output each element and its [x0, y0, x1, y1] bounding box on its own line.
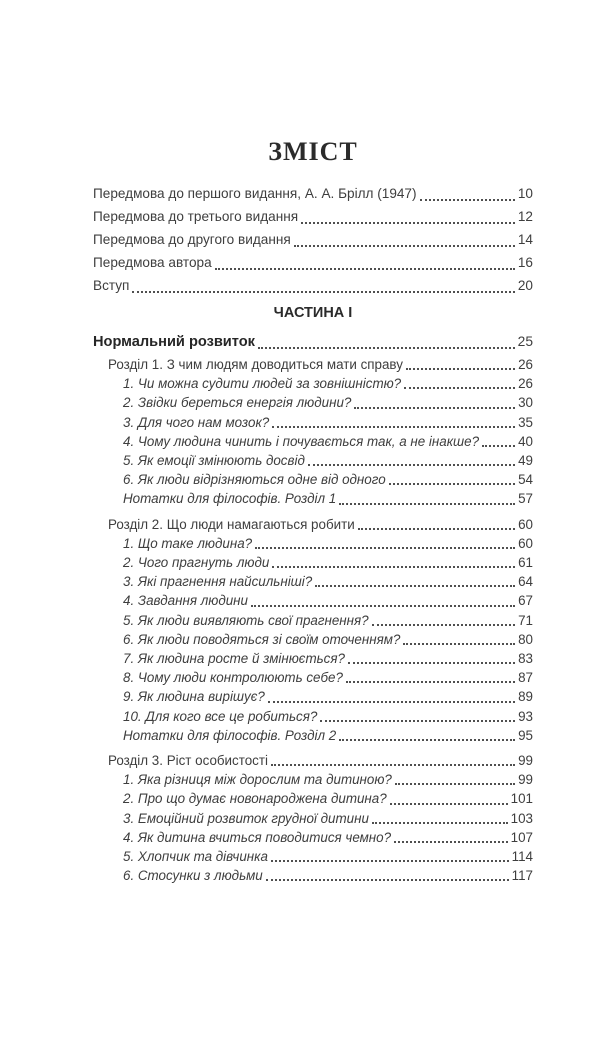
toc-entry-page: 12: [517, 209, 533, 224]
toc-entry: [93, 866, 533, 885]
toc-entry: [93, 451, 533, 470]
toc-entry-page: 67: [518, 593, 533, 609]
dot-leader: [132, 291, 514, 293]
table-of-contents: [93, 331, 533, 885]
toc-entry-label: 1. Яка різниця між дорослим та дитиною?: [123, 772, 392, 788]
toc-entry-page: 10: [517, 186, 533, 201]
toc-entry-page: 35: [518, 414, 533, 430]
toc-entry-label: Розділ 3. Ріст особистості: [108, 753, 268, 769]
toc-entry-label: 7. Як людина росте й змінюється?: [123, 651, 345, 667]
toc-entry-label: 4. Завдання людини: [123, 593, 248, 609]
toc-entry: [93, 515, 533, 534]
toc-entry-page: 117: [511, 868, 533, 884]
dot-leader: [420, 199, 515, 201]
dot-leader: [315, 585, 515, 587]
dot-leader: [372, 624, 515, 626]
toc-entry-page: 61: [518, 555, 533, 571]
dot-leader: [404, 387, 515, 389]
toc-entry-page: 99: [518, 772, 533, 788]
dot-leader: [271, 860, 509, 862]
toc-entry: [93, 534, 533, 553]
toc-entry: [93, 726, 533, 745]
toc-entry: [93, 274, 533, 297]
part-heading: ЧАСТИНА I: [273, 305, 353, 321]
toc-entry-label: 4. Чому людина чинить і почувається так, а не інакше?: [123, 433, 480, 449]
toc-entry-label: Передмова до першого видання, А. А. Брілл (1947): [93, 186, 417, 201]
toc-entry: [93, 228, 533, 251]
toc-entry: [93, 355, 533, 374]
toc-entry: [93, 707, 533, 726]
toc-entry-page: 64: [518, 574, 533, 590]
toc-entry-page: 80: [518, 631, 533, 647]
toc-entry-page: 95: [518, 727, 533, 743]
toc-entry-page: 71: [518, 612, 533, 628]
toc-entry-label: 5. Як емоції змінюють досвід: [123, 453, 305, 469]
toc-entry-label: 2. Чого прагнуть люди: [123, 555, 270, 571]
toc-entry: [93, 789, 533, 808]
toc-entry-label: 1. Чи можна судити людей за зовнішністю?: [123, 376, 402, 392]
front-matter-list: [93, 182, 533, 297]
toc-entry-page: 20: [517, 278, 533, 293]
dot-leader: [354, 407, 515, 409]
toc-entry-label: 2. Звідки береться енергія людини?: [123, 395, 352, 411]
toc-entry-label: Розділ 2. Що люди намагаються робити: [108, 516, 355, 532]
toc-entry-label: Передмова до третього видання: [93, 209, 299, 224]
toc-chapter: [93, 515, 533, 745]
dot-leader: [301, 222, 515, 224]
toc-entry-label: Розділ 1. З чим людям доводиться мати справу: [108, 357, 403, 372]
toc-entry: [93, 751, 533, 770]
toc-page: [0, 138, 600, 1042]
toc-entry-label: 6. Як люди поводяться зі своїм оточенням?: [123, 631, 401, 647]
dot-leader: [258, 347, 515, 349]
dot-leader: [339, 503, 515, 505]
toc-entry-page: 30: [518, 395, 533, 411]
dot-leader: [372, 822, 508, 824]
toc-entry-page: 107: [510, 829, 533, 845]
toc-entry-label: Нормальний розвиток: [93, 334, 255, 350]
toc-entry-label: 5. Хлопчик та дівчинка: [123, 849, 268, 865]
toc-entry: [93, 432, 533, 451]
dot-leader: [294, 245, 515, 247]
dot-leader: [268, 701, 515, 703]
toc-entry-label: 4. Як дитина вчиться поводитися чемно?: [123, 829, 392, 845]
toc-entry: [93, 687, 533, 706]
toc-entry-page: 25: [517, 334, 533, 349]
toc-entry-label: Передмова до другого видання: [93, 232, 291, 247]
toc-entry: [93, 374, 533, 393]
toc-chapter: [93, 751, 533, 885]
toc-entry: [93, 393, 533, 412]
dot-leader: [358, 528, 515, 530]
toc-entry-page: 16: [517, 255, 533, 270]
toc-entry: [93, 770, 533, 789]
toc-entry-label: 10. Для кого все це робиться?: [123, 708, 318, 724]
dot-leader: [255, 547, 515, 549]
dot-leader: [403, 643, 515, 645]
toc-entry: [93, 847, 533, 866]
dot-leader: [215, 268, 515, 270]
toc-entry-label: 2. Про що думає новонароджена дитина?: [123, 791, 387, 807]
toc-entry-label: 6. Як люди відрізняються одне від одного: [123, 472, 386, 488]
toc-entry-page: 99: [518, 753, 533, 769]
toc-entry-label: Передмова автора: [93, 255, 212, 270]
dot-leader: [346, 681, 515, 683]
toc-entry-page: 49: [518, 453, 533, 469]
dot-leader: [320, 720, 515, 722]
dot-leader: [272, 426, 515, 428]
toc-chapter: [93, 355, 533, 509]
dot-leader: [389, 483, 515, 485]
toc-entry: [93, 553, 533, 572]
page-title: ЗМІСТ: [268, 137, 358, 166]
dot-leader: [406, 368, 515, 370]
toc-entry-page: 87: [518, 670, 533, 686]
toc-entry-page: 26: [518, 357, 533, 372]
dot-leader: [339, 739, 515, 741]
toc-entry-label: Нотатки для філософів. Розділ 1: [123, 491, 337, 507]
toc-entry: [93, 591, 533, 610]
toc-entry-label: 1. Що таке людина?: [123, 535, 253, 551]
dot-leader: [394, 841, 508, 843]
toc-entry-page: 57: [518, 491, 533, 507]
dot-leader: [395, 783, 515, 785]
toc-entry-label: 9. Як людина вирішує?: [123, 689, 265, 705]
toc-entry-page: 54: [518, 472, 533, 488]
dot-leader: [390, 803, 508, 805]
toc-entry-label: Вступ: [93, 278, 130, 293]
toc-entry: [93, 413, 533, 432]
dot-leader: [272, 566, 515, 568]
toc-entry-page: 60: [518, 535, 533, 551]
toc-entry-page: 40: [518, 433, 533, 449]
toc-entry: [93, 809, 533, 828]
toc-entry: [93, 470, 533, 489]
toc-entry-page: 89: [518, 689, 533, 705]
toc-entry-label: 6. Стосунки з людьми: [123, 868, 263, 884]
toc-entry-page: 26: [518, 376, 533, 392]
toc-entry-page: 114: [511, 849, 533, 865]
toc-entry-page: 60: [518, 516, 533, 532]
toc-entry-label: Нотатки для філософів. Розділ 2: [123, 727, 337, 743]
toc-entry: [93, 489, 533, 508]
dot-leader: [251, 605, 515, 607]
toc-entry-label: 3. Для чого нам мозок?: [123, 414, 270, 430]
toc-entry: [93, 828, 533, 847]
toc-entry: [93, 331, 533, 353]
toc-entry: [93, 649, 533, 668]
dot-leader: [308, 464, 515, 466]
toc-chapters: [93, 355, 533, 885]
toc-entry-page: 103: [510, 810, 533, 826]
toc-entry-page: 83: [518, 651, 533, 667]
toc-entry: [93, 251, 533, 274]
toc-entry: [93, 205, 533, 228]
dot-leader: [482, 445, 515, 447]
toc-entry-label: 3. Які прагнення найсильніші?: [123, 574, 313, 590]
toc-entry-page: 14: [517, 232, 533, 247]
toc-entry: [93, 182, 533, 205]
toc-entry-label: 8. Чому люди контролюють себе?: [123, 670, 343, 686]
dot-leader: [266, 879, 509, 881]
toc-entry: [93, 668, 533, 687]
toc-entry: [93, 630, 533, 649]
toc-entry: [93, 572, 533, 591]
toc-entry-page: 93: [518, 708, 533, 724]
toc-entry-label: 5. Як люди виявляють свої прагнення?: [123, 612, 369, 628]
dot-leader: [271, 764, 515, 766]
toc-entry: [93, 611, 533, 630]
toc-section: [93, 331, 533, 885]
toc-entry-label: 3. Емоційний розвиток грудної дитини: [123, 810, 369, 826]
toc-entry-page: 101: [510, 791, 533, 807]
dot-leader: [348, 662, 515, 664]
